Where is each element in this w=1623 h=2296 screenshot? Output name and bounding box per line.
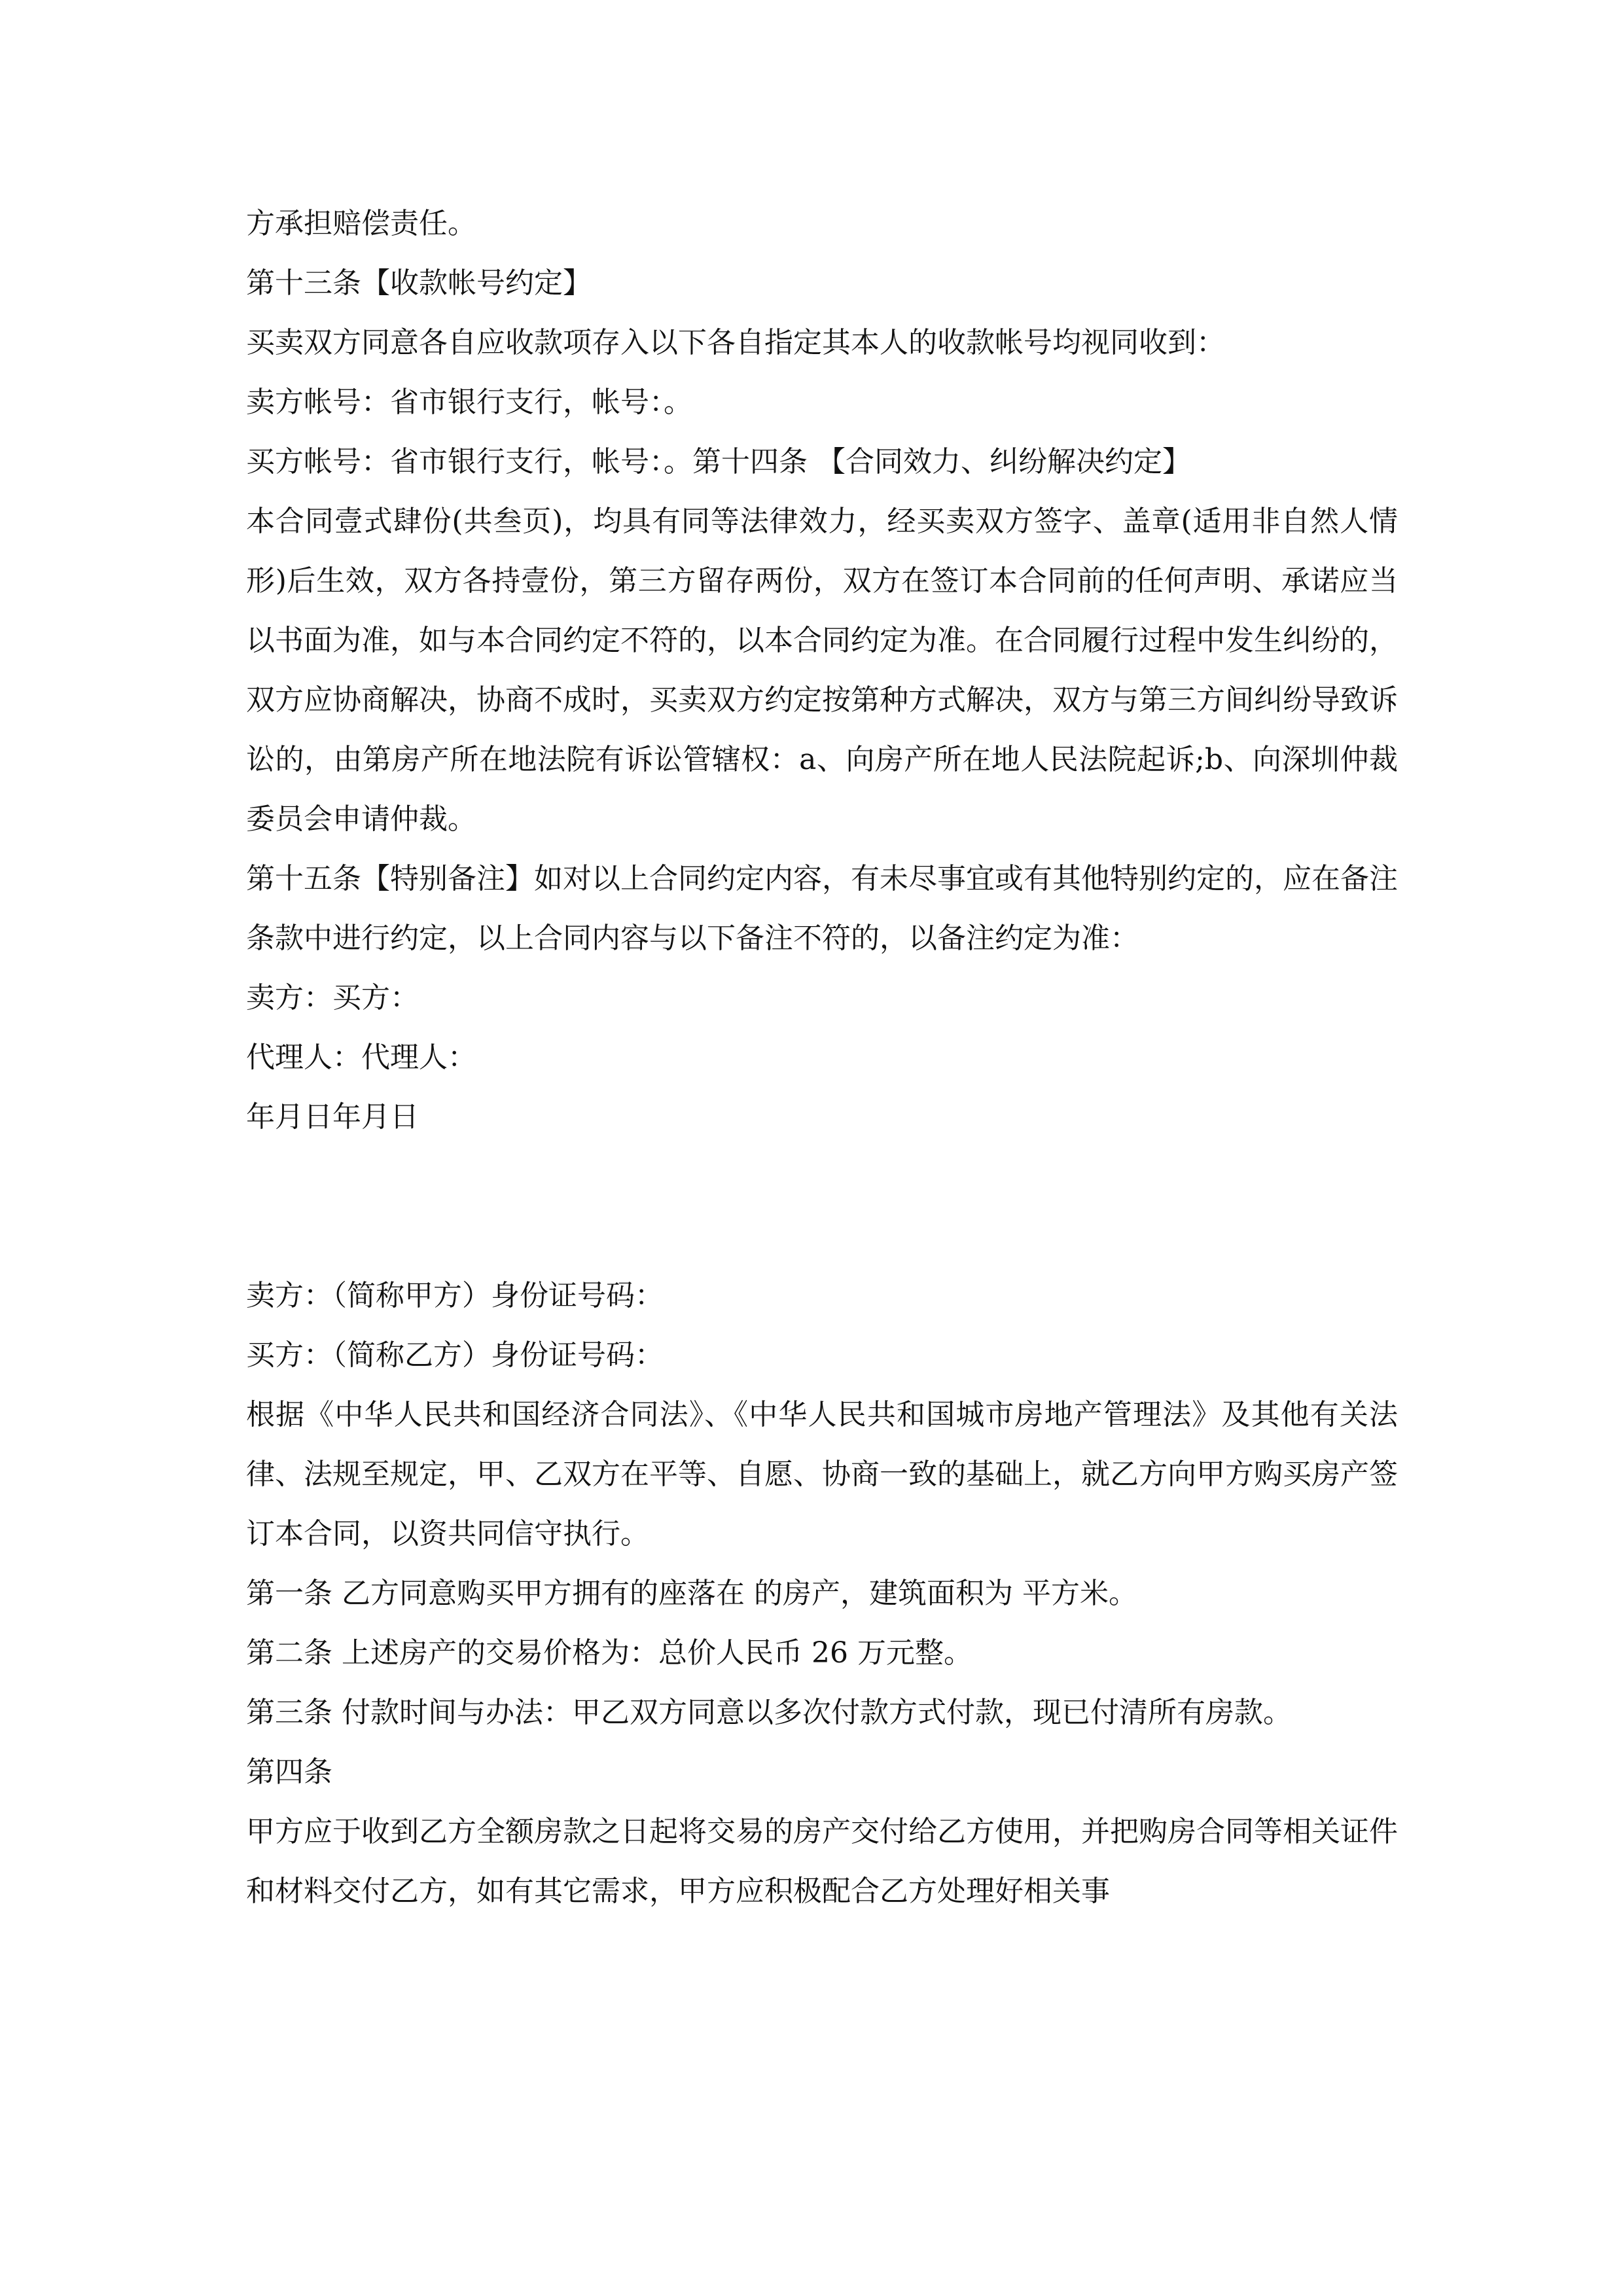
signature-agents-line: 代理人：代理人： [246,1041,476,1074]
document-body [246,194,1398,1921]
signature-dates-line: 年月日年月日 [246,1100,419,1134]
article-2-line: 第二条 上述房产的交易价格为：总价人民币 26 万元整。 [246,1636,972,1670]
paragraph-contract-validity: 本合同壹式肆份(共叁页)，均具有同等法律效力，经买卖双方签字、盖章(适用非自然人情形)后生效，双方各持壹份，第三方留存两份，双方在签订本合同前的任何声明、承诺应当以书面为准，如与本合同约定不符的，以本合同约定为准。在合同履行过程中发生纠纷的，双方应协商解决，协商不成时，买卖双方约定按第种方式解决，双方与第三方间纠纷导致诉讼的，由第房产所在地法院有诉讼管辖权：a、向房产所在地人民法院起诉;b、向深圳仲裁委员会申请仲裁。 [246,505,1398,836]
article-3-paragraph: 第三条 付款时间与办法：甲乙双方同意以多次付款方式付款，现已付清所有房款。 [246,1696,1292,1729]
section-gap [246,1147,1398,1266]
paragraph-legal-basis: 根据《中华人民共和国经济合同法》、《中华人民共和国城市房地产管理法》及其他有关法律、法规至规定，甲、乙双方在平等、自愿、协商一致的基础上，就乙方向甲方购买房产签订本合同，以资共同信守执行。 [246,1398,1398,1551]
article-1-line: 第一条 乙方同意购买甲方拥有的座落在 的房产，建筑面积为 平方米。 [246,1577,1137,1610]
paragraph-liability-end: 方承担赔偿责任。 [246,207,476,240]
paragraph-article-15: 第十五条【特别备注】如对以上合同约定内容，有未尽事宜或有其他特别约定的，应在备注条款中进行约定，以上合同内容与以下备注不符的，以备注约定为准： [246,862,1398,955]
signature-parties-line: 卖方：买方： [246,981,419,1014]
seller-account-line: 卖方帐号：省市银行支行，帐号：。 [246,386,692,419]
buyer-id-line: 买方：（简称乙方）身份证号码： [246,1338,664,1372]
heading-article-4: 第四条 [246,1755,332,1789]
paragraph-account-agreement: 买卖双方同意各自应收款项存入以下各自指定其本人的收款帐号均视同收到： [246,326,1225,359]
heading-article-13: 第十三条【收款帐号约定】 [246,266,592,300]
article-4-paragraph: 甲方应于收到乙方全额房款之日起将交易的房产交付给乙方使用，并把购房合同等相关证件和材料交付乙方，如有其它需求，甲方应积极配合乙方处理好相关事 [246,1815,1398,1908]
buyer-account-line: 买方帐号：省市银行支行，帐号：。第十四条 【合同效力、纠纷解决约定】 [246,445,1191,478]
seller-id-line: 卖方：（简称甲方）身份证号码： [246,1279,664,1312]
